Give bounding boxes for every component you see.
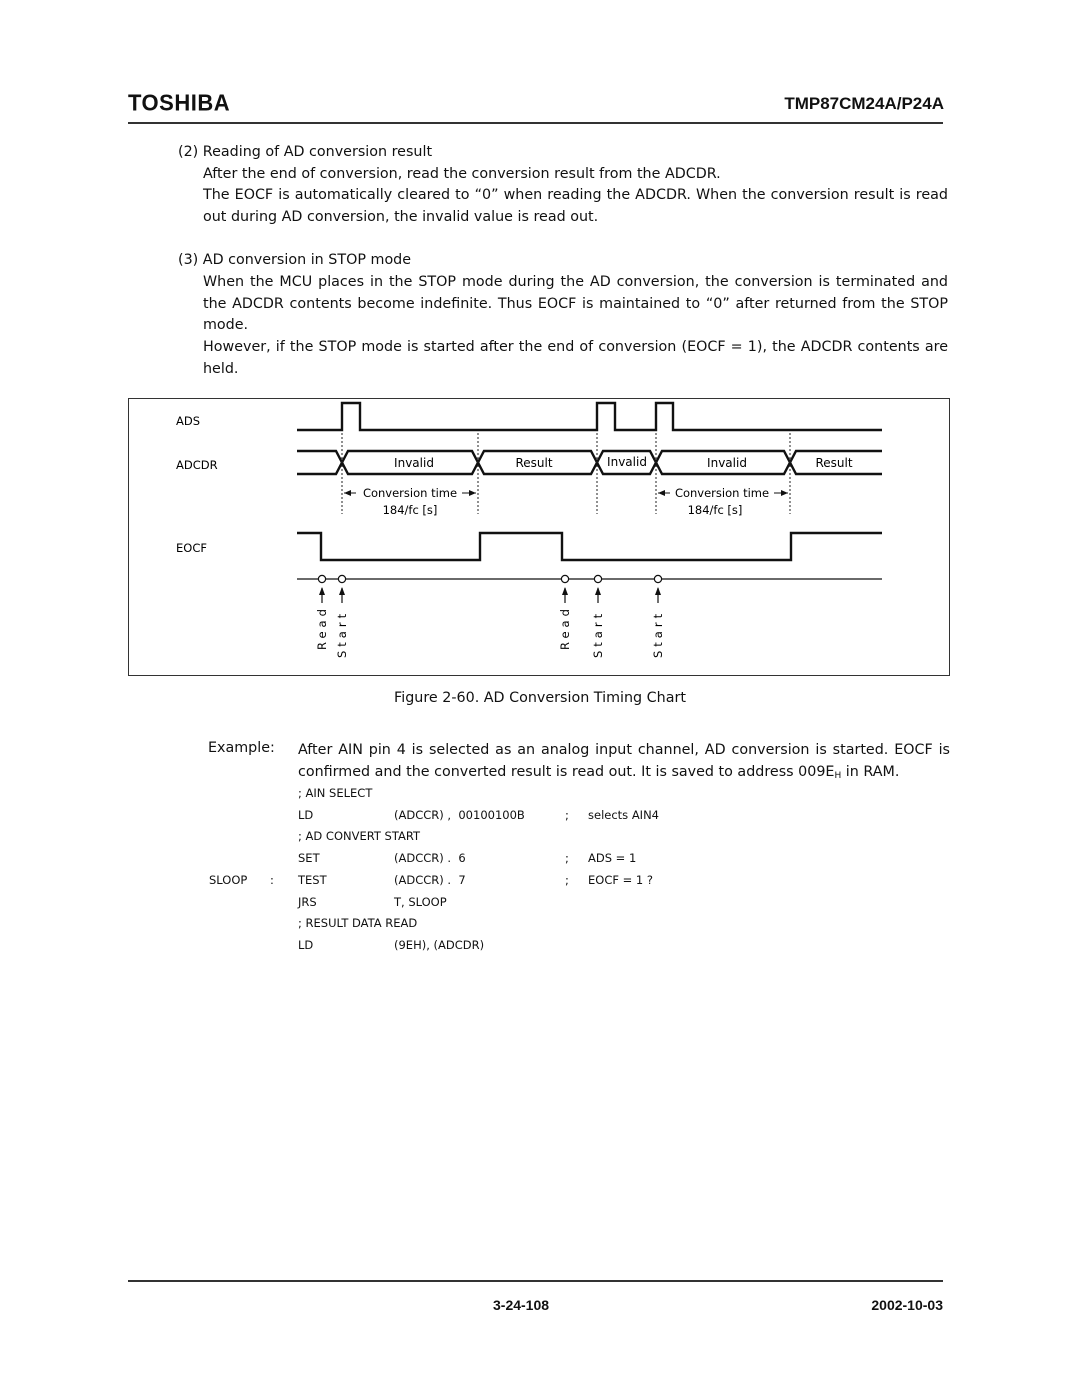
- brand-logo: TOSHIBA: [128, 89, 231, 116]
- conversion-time-annotation-1: [344, 486, 476, 517]
- arrow-up-icon: [562, 587, 568, 595]
- event-circle: [594, 575, 601, 582]
- page-number: 3-24-108: [493, 1297, 550, 1313]
- code-sep: :: [270, 872, 274, 887]
- example-text: After AIN pin 4 is selected as an analog input channel, AD conversion is started. EOCF is confirmed and the converted result is read out. It is saved to address $009E_H$ in RAM.: [298, 742, 950, 781]
- arrow-up-icon: [595, 587, 601, 595]
- arrow-left-icon: [344, 490, 351, 496]
- event-marker-start: [591, 575, 605, 658]
- conversion-time-label: Conversion time: [674, 486, 770, 500]
- code-label: SLOOP: [209, 872, 248, 887]
- event-label: Read: [558, 605, 572, 650]
- event-circle: [561, 575, 568, 582]
- section-2-para-2: The EOCF is automatically cleared to “0” when reading the ADCDR. When the conversion result is read out during AD conversion, the invalid value is read out.: [203, 187, 948, 225]
- figure-caption: Figure 2-60. AD Conversion Timing Chart: [394, 690, 686, 706]
- adcdr-segment-label: Invalid: [707, 456, 747, 470]
- code-op: ; AD CONVERT START: [298, 829, 421, 844]
- example-label: Example:: [208, 740, 275, 756]
- section-2-para-1: After the end of conversion, read the conversion result from the ADCDR.: [203, 166, 721, 182]
- code-op: LD: [298, 937, 314, 952]
- code-op: ; RESULT DATA READ: [298, 916, 418, 931]
- code-operand: (ADCCR) , 00100100B: [394, 807, 525, 822]
- event-label: Start: [335, 609, 349, 658]
- section-3-para-2: However, if the STOP mode is started after the end of conversion (EOCF = 1), the ADCDR contents are held.: [203, 339, 948, 377]
- adcdr-segment-label: Result: [515, 456, 553, 470]
- code-operand: (ADCCR) . 6: [394, 851, 466, 866]
- arrow-up-icon: [319, 587, 325, 595]
- code-semi: ;: [565, 851, 569, 866]
- signal-label-eocf: EOCF: [176, 541, 207, 555]
- adcdr-waveform: [297, 451, 882, 474]
- code-op: SET: [298, 851, 320, 866]
- arrow-left-icon: [658, 490, 665, 496]
- conversion-time-value: 184/fc [s]: [382, 503, 438, 517]
- section-3-heading: (3) AD conversion in STOP mode: [178, 252, 412, 268]
- event-label: Start: [591, 609, 605, 658]
- event-circle: [338, 575, 345, 582]
- code-comment: ADS = 1: [588, 851, 637, 866]
- section-3-para-1: When the MCU places in the STOP mode during the AD conversion, the conversion is terminated and the ADCDR contents become indefinite. Thus EOCF is maintained to “0” after returned from the STOP mode.: [203, 274, 948, 333]
- footer-rule: [128, 1280, 943, 1282]
- ads-waveform: [297, 403, 882, 430]
- event-label: Read: [315, 605, 329, 650]
- code-semi: ;: [565, 807, 569, 822]
- part-number: TMP87CM24A/P24A: [784, 94, 944, 113]
- arrow-right-icon: [469, 490, 476, 496]
- document-date: 2002-10-03: [871, 1297, 943, 1313]
- arrow-up-icon: [655, 587, 661, 595]
- event-marker-read: [315, 575, 329, 650]
- code-comment: selects AIN4: [588, 807, 659, 822]
- code-op: TEST: [298, 872, 327, 887]
- code-operand: (ADCCR) . 7: [394, 872, 466, 887]
- event-label: Start: [651, 609, 665, 658]
- code-semi: ;: [565, 872, 569, 887]
- conversion-time-annotation-2: [658, 486, 788, 517]
- eocf-waveform: [297, 533, 882, 560]
- code-op: ; AIN SELECT: [298, 786, 373, 800]
- adcdr-segment-label: Result: [815, 456, 853, 470]
- signal-label-ads: ADS: [176, 414, 201, 428]
- event-marker-read: [558, 575, 572, 650]
- code-op: LD: [298, 807, 314, 822]
- arrow-right-icon: [781, 490, 788, 496]
- code-op: JRS: [298, 894, 317, 909]
- section-2-heading: (2) Reading of AD conversion result: [178, 144, 433, 160]
- adcdr-segment-label: Invalid: [607, 455, 647, 469]
- adcdr-segment-label: Invalid: [394, 456, 434, 470]
- signal-label-adcdr: ADCDR: [176, 458, 218, 472]
- event-marker-start: [335, 575, 349, 658]
- code-comment: EOCF = 1 ?: [588, 872, 653, 887]
- conversion-time-value: 184/fc [s]: [687, 503, 743, 517]
- event-circle: [318, 575, 325, 582]
- code-operand: (9EH), (ADCDR): [394, 937, 485, 952]
- conversion-time-label: Conversion time: [362, 486, 458, 500]
- event-marker-start: [651, 575, 665, 658]
- code-operand: T, SLOOP: [394, 894, 447, 909]
- event-circle: [654, 575, 661, 582]
- arrow-up-icon: [339, 587, 345, 595]
